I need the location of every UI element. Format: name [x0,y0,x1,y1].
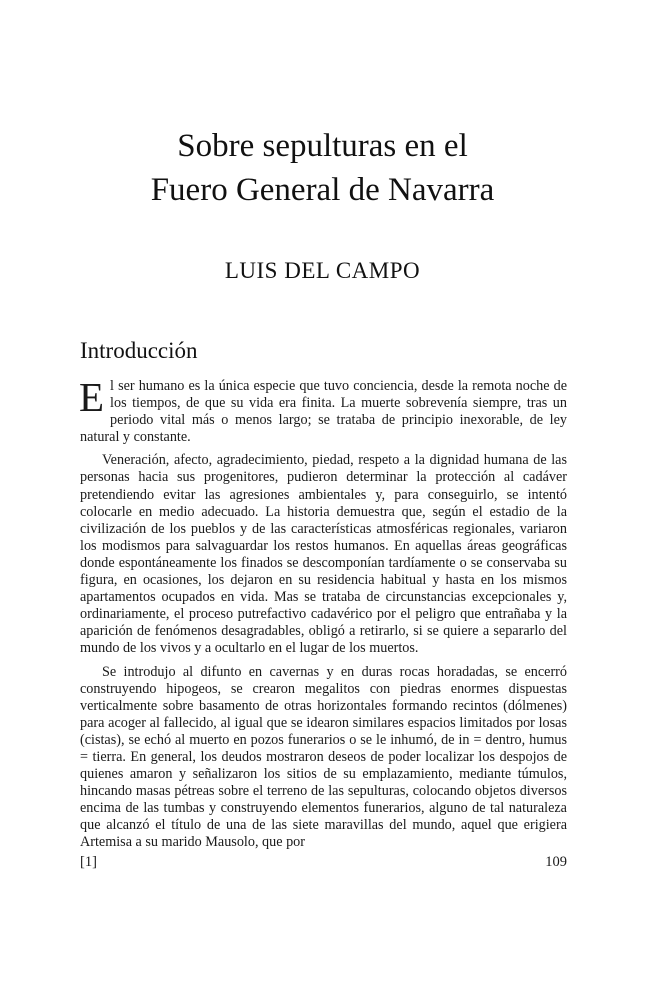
body-text [79,374,567,858]
author-name: LUIS DEL CAMPO [224,258,421,283]
paragraph-3: Se introdujo al difunto en cavernas y en duras rocas horadadas, se encerró construyendo hipogeos, se crearon megalitos con piedras enormes dispuestas verticalmente sobre basamento de otras horizontales formando recintos (dólmenes) para acoger al fallecido, al igual que se idearon similares espacios limitados por losas (cistas), se echó al muerto en pozos funerarios o se le inhumó, de in = dentro, humus = tierra. En general, los deudos mostraron deseos de poder localizar los despojos de quienes amaron y señalizaron los sitios de su emplazamiento, mediante túmulos, hincando masas pétreas sobre el terreno de las sepulturas, colocando objetos diversos encima de las tumbas y construyendo elementos funerarios, alguno de tal naturaleza que alcanzó el título de una de las siete maravillas del mundo, aquel que erigiera Artemisa a su marido Mausolo, que por [80,663,567,851]
footnote-marker: [1] [80,854,97,870]
paragraph-1 [79,374,567,446]
title-line-2: Fuero General de Navarra [150,172,495,208]
page-number: 109 [545,854,567,870]
article-title [0,124,645,212]
section-heading: Introducción [80,338,198,363]
title-line-1: Sobre sepulturas en el [177,128,468,164]
paragraph-1-text: l ser humano es la única especie que tuvo conciencia, desde la remota noche de los tiempos, de que su vida era finita. La muerte sobrevenía siempre, tras un periodo vital más o menos largo; se trataba de principio inexorable, de ley natural y constante. [80,378,567,446]
paragraph-2: Veneración, afecto, agradecimiento, piedad, respeto a la dignidad humana de las personas hacia sus progenitores, pudieron determinar la protección al cadáver pretendiendo evitar las agresiones ambientales y, para conseguirlo, se intentó colocarle en medio adecuado. La historia demuestra que, según el estadio de la civilización de los pueblos y de las características atmosféricas regionales, variaron los modismos para salvaguardar los restos humanos. En aquellas áreas geográficas donde espontáneamente los finados se descomponían tardíamente o se conservaba su figura, en ocasiones, los dejaron en su residencia habitual y hasta en los mismos apartamentos ocupados en vida. Mas se trataba de circunstancias excepcionales y, ordinariamente, el proceso putrefactivo cadavérico por el peligro que entrañaba y la aparición de fenómenos desagradables, obligó a retirarlo, si se quiere a separarlo del mundo de los vivos y a ocultarlo en el lugar de los muertos. [80,452,567,657]
drop-cap: E [79,374,105,420]
